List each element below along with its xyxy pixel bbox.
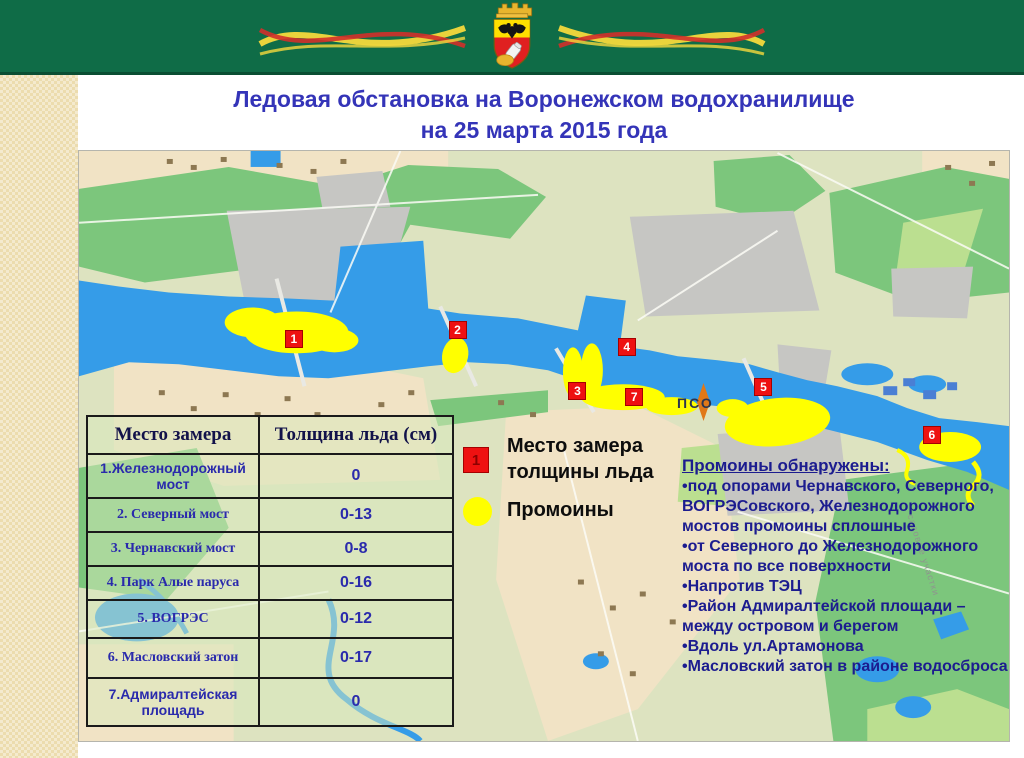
- finding-item: • от Северного до Железнодорожного моста по все поверхности: [682, 537, 1010, 577]
- measure-site-cell: 2. Северный мост: [87, 498, 259, 532]
- measure-site-cell: 4. Парк Алые паруса: [87, 566, 259, 600]
- finding-item: • Напротив ТЭЦ: [682, 577, 1010, 597]
- finding-item: • под опорами Чернавского, Северного, ВОГРЭСовского, Железнодорожного мостов промоины сплошные: [682, 477, 1010, 537]
- table-row: [87, 498, 453, 532]
- ribbon-left-icon: [255, 16, 470, 62]
- table-row: [87, 532, 453, 566]
- thickness-cell: 0: [259, 454, 453, 498]
- thickness-cell: 0-8: [259, 532, 453, 566]
- measure-site-cell: 1.Железнодорожный мост: [87, 454, 259, 498]
- thickness-cell: 0-16: [259, 566, 453, 600]
- finding-item: • Масловский затон в районе водосброса: [682, 657, 1010, 677]
- measure-point-label: Место замера толщины льда: [507, 435, 654, 483]
- map-marker-7: 7: [625, 388, 643, 406]
- page-title-line2: на 25 марта 2015 года: [420, 117, 668, 144]
- page-title: [78, 84, 1010, 146]
- map-marker-1: 1: [285, 330, 303, 348]
- map-background-label: садовые участки: [905, 513, 942, 598]
- pso-text: ПСО: [677, 395, 714, 411]
- findings-block: [682, 455, 1010, 677]
- map-marker-6: 6: [923, 426, 941, 444]
- table-row: [87, 638, 453, 678]
- ribbon-right-icon: [554, 16, 769, 62]
- map-marker-4: 4: [618, 338, 636, 356]
- map-marker-3: 3: [568, 382, 586, 400]
- header-bar: [0, 0, 1024, 75]
- left-decor-strip: [0, 75, 78, 758]
- finding-item: • Район Адмиралтейской площади – между островом и берегом: [682, 597, 1010, 637]
- table-row: [87, 566, 453, 600]
- map-marker-2: 2: [449, 321, 467, 339]
- thickness-cell: 0-17: [259, 638, 453, 678]
- thickness-cell: 0-13: [259, 498, 453, 532]
- measure-point-symbol: 1: [463, 447, 489, 473]
- promoina-symbol: [463, 497, 492, 526]
- measure-site-cell: 3. Чернавский мост: [87, 532, 259, 566]
- table-row: [87, 678, 453, 726]
- page-title-line1: Ледовая обстановка на Воронежском водохранилище: [233, 86, 855, 112]
- findings-title: Промоины обнаружены:: [682, 456, 890, 475]
- findings-list: [682, 477, 1010, 677]
- promoiny-label: Промоины: [507, 499, 614, 521]
- measure-site-cell: 6. Масловский затон: [87, 638, 259, 678]
- city-map: [78, 150, 1010, 742]
- map-marker-5: 5: [754, 378, 772, 396]
- column-header-thickness: Толщина льда (см): [259, 416, 453, 454]
- thickness-cell: 0: [259, 678, 453, 726]
- pso-station-label: [677, 395, 714, 411]
- thickness-cell: 0-12: [259, 600, 453, 638]
- ice-thickness-table: [86, 415, 454, 727]
- table-row: [87, 454, 453, 498]
- finding-item: • Вдоль ул.Артамонова: [682, 637, 1010, 657]
- table-row: [87, 600, 453, 638]
- table-header-row: [87, 416, 453, 454]
- measure-site-cell: 7.Адмиралтейская площадь: [87, 678, 259, 726]
- column-header-place: Место замера: [87, 416, 259, 454]
- measure-site-cell: 5. ВОГРЭС: [87, 600, 259, 638]
- voronezh-coat-of-arms-icon: [480, 2, 544, 73]
- ice-table-body: [87, 454, 453, 726]
